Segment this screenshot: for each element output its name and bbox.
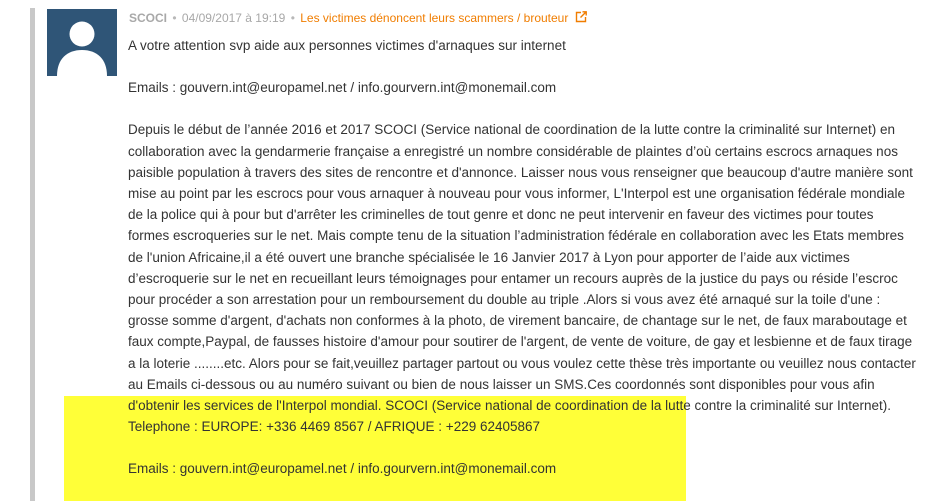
post-intro: A votre attention svp aide aux personnes victimes d'arnaques sur internet bbox=[128, 38, 566, 53]
external-link-icon[interactable] bbox=[575, 11, 587, 23]
thread-title-link[interactable]: Les victimes dénoncent leurs scammers / brouteur bbox=[300, 11, 569, 25]
post-author[interactable]: SCOCI bbox=[129, 11, 168, 25]
post-meta bbox=[129, 10, 587, 26]
post-body bbox=[128, 35, 918, 480]
post-date[interactable]: 04/09/2017 à 19:19 bbox=[181, 11, 286, 25]
post-emails: Emails : gouvern.int@europamel.net / info.gourvern.int@monemail.com bbox=[128, 461, 557, 477]
post-telephone: Telephone : EUROPE: +336 4469 8567 / AFRIQUE : +229 62405867 bbox=[128, 419, 541, 435]
meta-separator: • bbox=[290, 11, 295, 25]
user-silhouette-icon bbox=[47, 9, 117, 76]
thread-indent-rule bbox=[30, 8, 35, 501]
post-main-paragraph: Depuis le début de l’année 2016 et 2017 SCOCI (Service national de coordination de la lutte contre la criminalité sur Internet) en collaboration avec la gendarmerie française a enregistré un nombre considérable de plaintes d’où certains escrocs arnaques nos paisible population à travers des sites de rencontre et d'annonce. Laisser nous vous renseigner que beaucoup d'autre manière sont mise au point par les escrocs pour vous arnaquer à nouveau pour vous informer, L'Interpol est une organisation fédérale mondiale de la police qui à pour but d'arrêter les criminelles de tout genre et donc ne peut intervenir en faveur des victimes pour toutes formes escroqueries sur le net. Mais compte tenu de la situation l’administration fédérale en collaboration avec les Etats membres de l'union Africaine,il a été ouvert une branche spécialisée le 16 Janvier 2017 à Lyon pour apporter de l’aide aux victimes d’escroquerie sur le net en recueillant leurs témoignages pour entamer un recours auprès de la justice du pays ou réside l’escroc pour procéder a son arrestation pour un remboursement du double au triple .Alors si vous avez été arnaqué sur la toile d'une : grosse somme d'argent, d'achats non conformes à la photo, de virement bancaire, de chantage sur le net, de faux maraboutage et faux compte,Paypal, de fausses histoire d'amour pour soutirer de l'argent, de vente de voiture, de gay et lesbienne et de faux tirage a la loterie ........etc. Alors pour se fait,veuillez partager partout ou vous voulez cette thèse très importante ou veuillez nous contacter au Emails ci-dessous ou au numéro suivant ou bien de nous laisser un SMS.Ces coordonnés sont disponibles pour vous afin d'obtenir les services de l'Interpol mondial. SCOCI (Service national de coordination de la lutte contre la criminalité sur Internet). bbox=[128, 122, 916, 414]
avatar[interactable] bbox=[47, 9, 117, 76]
post-emails: Emails : gouvern.int@europamel.net / info.gourvern.int@monemail.com bbox=[128, 80, 557, 96]
meta-separator: • bbox=[172, 11, 177, 25]
